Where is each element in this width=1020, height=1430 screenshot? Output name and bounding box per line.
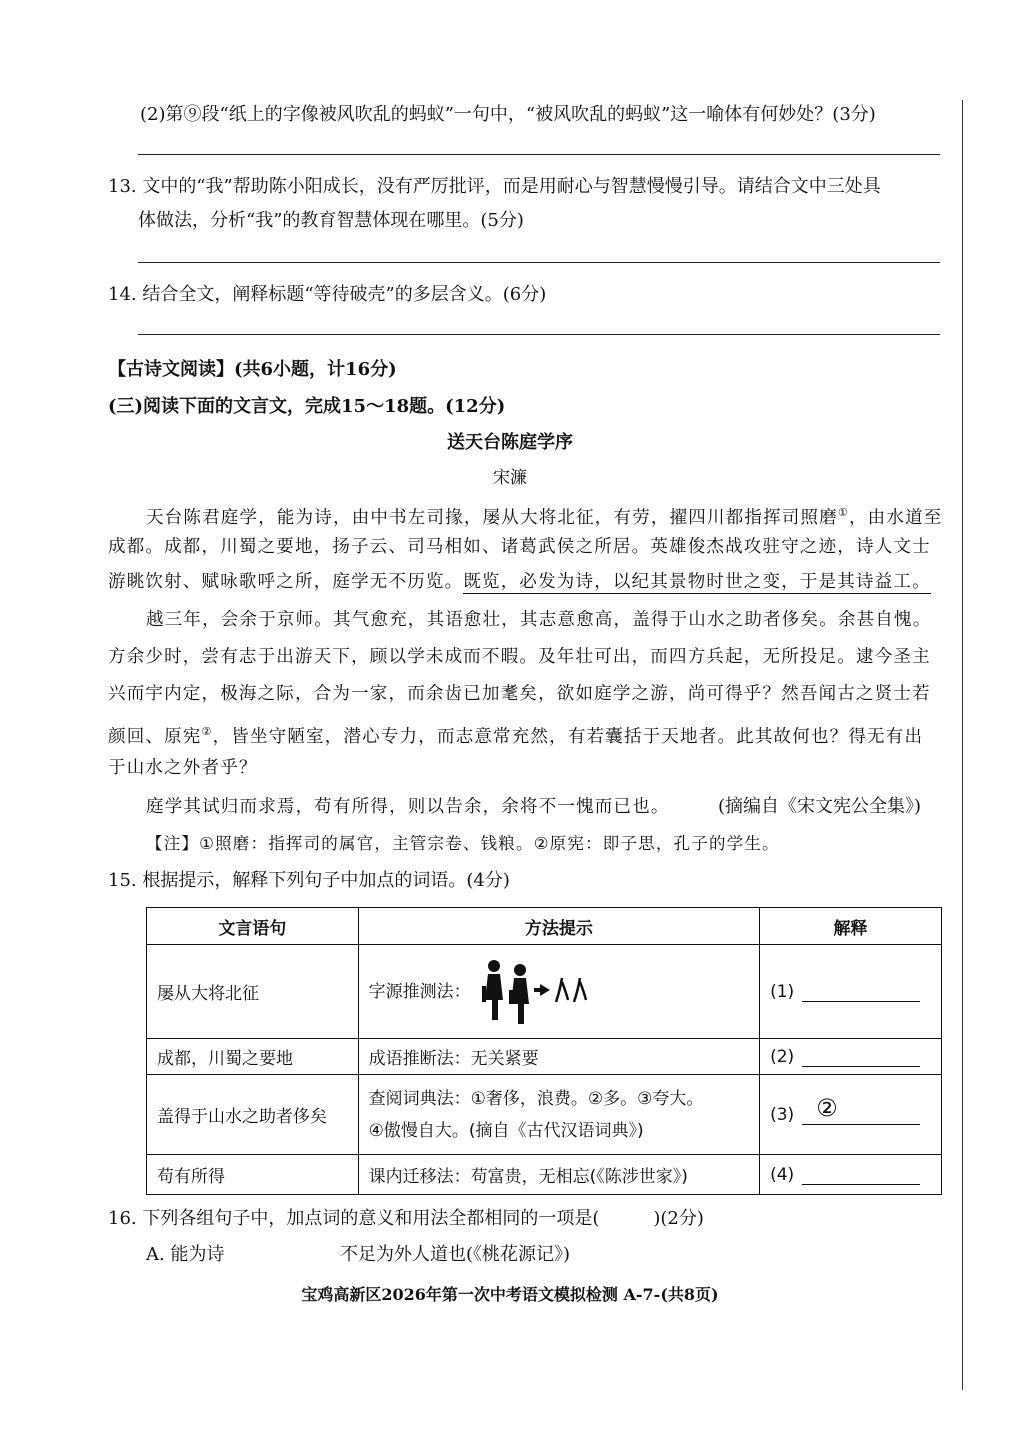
footnote-ref-2: ② xyxy=(201,725,213,738)
passage-author: 宋濂 xyxy=(493,468,527,488)
q15-table xyxy=(146,907,942,1195)
answer-cell[interactable]: (4) xyxy=(760,1155,942,1195)
footnote-ref-1: ① xyxy=(837,506,849,519)
method-cell: 成语推断法：无关紧要 xyxy=(358,1039,759,1075)
answer-line xyxy=(138,334,940,335)
sentence-cell: 苟有所得 xyxy=(147,1155,359,1195)
question-12-2: (2)第⑨段“纸上的字像被风吹乱的蚂蚁”一句中，“被风吹乱的蚂蚁”这一喻体有何妙处？(3分) xyxy=(140,104,876,125)
underlined-sentence: 既览，必发为诗，以纪其景物时世之变，于是其诗益工。 xyxy=(463,572,931,592)
table-header: 解释 xyxy=(760,908,942,945)
passage-p2-line4: 颜回、原宪②，皆坐守陋室，潜心专力，而志意常充然，有若囊括于天地者。此其故何也？得无有出 xyxy=(108,725,924,747)
question-13-line2: 体做法，分析“我”的教育智慧体现在哪里。(5分) xyxy=(138,210,524,231)
binding-margin-line xyxy=(962,100,963,1390)
sub-heading: (三)阅读下面的文言文，完成15～18题。(12分) xyxy=(108,396,506,417)
passage-p1-line3: 游眺饮射、赋咏歌呼之所，庭学无不历览。既览，必发为诗，以纪其景物时世之变，于是其诗益工。 xyxy=(108,572,931,592)
answer-cell[interactable]: (1) xyxy=(760,945,942,1039)
passage-p2-line5: 于山水之外者乎？ xyxy=(108,758,258,778)
table-row xyxy=(147,945,942,1039)
question-14: 14. 结合全文，阐释标题“等待破壳”的多层含义。(6分) xyxy=(108,284,547,305)
question-15: 15. 根据提示，解释下列句子中加点的词语。(4分) xyxy=(108,870,510,891)
table-header: 文言语句 xyxy=(147,908,359,945)
option-a-part2: 不足为外人道也(《桃花源记》) xyxy=(340,1244,571,1265)
page-footer: 宝鸡高新区2026年第一次中考语文模拟检测 A-7-(共8页) xyxy=(301,1285,719,1304)
ancient-glyph-icon xyxy=(476,956,606,1028)
passage-p2-line2: 方余少时，尝有志于出游天下，顾以学未成而不暇。及年壮可出，而四方兵起，无所投足。逮今圣主 xyxy=(108,647,931,667)
answer-cell[interactable]: (3) ② xyxy=(760,1075,942,1155)
question-13-line1: 13. 文中的“我”帮助陈小阳成长，没有严厉批评，而是用耐心与智慧慢慢引导。请结合文中三处具 xyxy=(108,176,881,197)
answer-line xyxy=(138,262,940,263)
passage-p1-line2: 成都。成都，川蜀之要地，扬子云、司马相如、诸葛武侯之所居。英雄俊杰战攻驻守之迹，诗人文士 xyxy=(108,537,931,557)
table-header: 方法提示 xyxy=(358,908,759,945)
passage-p1-line1: 天台陈君庭学，能为诗，由中书左司掾，屡从大将北征，有劳，擢四川都指挥司照磨①，由水道至 xyxy=(146,506,943,528)
question-16: 16. 下列各组句子中，加点词的意义和用法全都相同的一项是( )(2分) xyxy=(108,1208,704,1229)
passage-notes: 【注】①照磨：指挥司的属官，主管宗卷、钱粮。②原宪：即子思，孔子的学生。 xyxy=(146,834,780,853)
handwritten-answer: ② xyxy=(816,1093,838,1122)
method-cell: 课内迁移法：苟富贵，无相忘(《陈涉世家》) xyxy=(358,1155,759,1195)
answer-line xyxy=(138,154,940,155)
passage-title: 送天台陈庭学序 xyxy=(447,432,573,453)
table-row xyxy=(147,1155,942,1195)
passage-p2-line3: 兴而宇内定，极海之际，合为一家，而余齿已加耄矣，欲如庭学之游，尚可得乎？然吾闻古之贤士若 xyxy=(108,684,931,704)
sentence-cell: 盖得于山水之助者侈矣 xyxy=(147,1075,359,1155)
section-heading: 【古诗文阅读】(共6小题，计16分) xyxy=(108,359,397,380)
option-a-part1: A. 能为诗 xyxy=(146,1244,225,1265)
table-row xyxy=(147,1039,942,1075)
passage-p2-line1: 越三年，会余于京师。其气愈充，其语愈壮，其志意愈高，盖得于山水之助者侈矣。余甚自愧。 xyxy=(146,610,932,630)
answer-cell[interactable]: (2) xyxy=(760,1039,942,1075)
table-row xyxy=(147,1075,942,1155)
passage-source: (摘编自《宋文宪公全集》) xyxy=(718,796,922,817)
sentence-cell: 成都，川蜀之要地 xyxy=(147,1039,359,1075)
sentence-cell: 屡从大将北征 xyxy=(147,945,359,1039)
passage-p3: 庭学其试归而求焉，苟有所得，则以告余，余将不一愧而已也。 xyxy=(146,797,670,817)
method-cell: 查阅词典法：①奢侈，浪费。②多。③夸大。 ④傲慢自大。(摘自《古代汉语词典》) xyxy=(358,1075,759,1155)
method-cell: 字源推测法： xyxy=(358,945,759,1039)
